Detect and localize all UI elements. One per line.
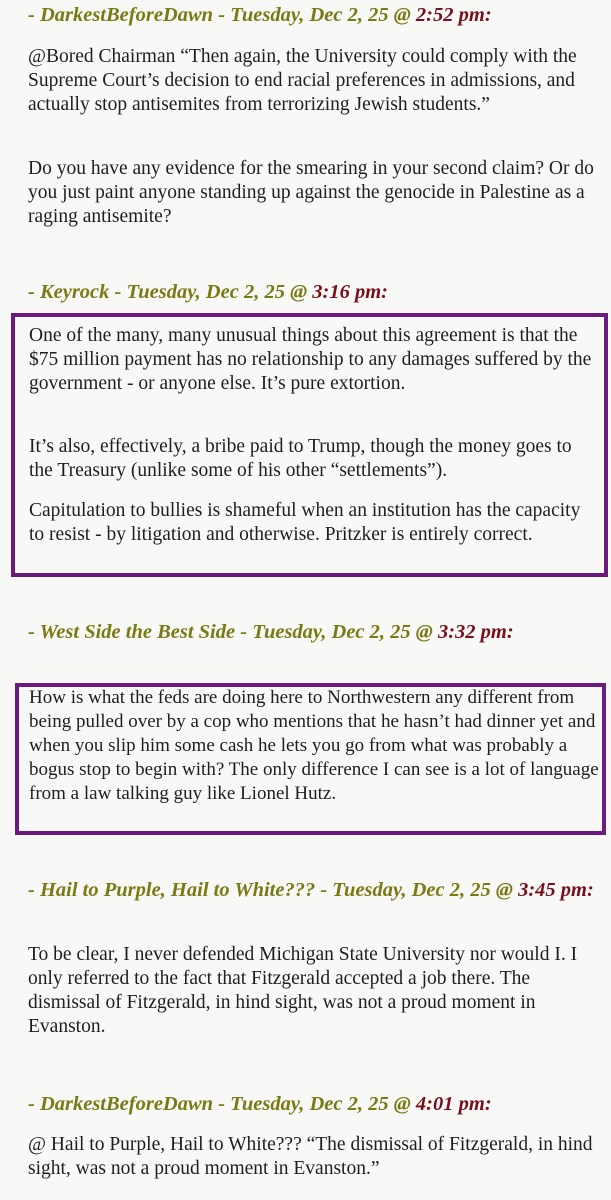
comment-date: Tuesday, Dec 2, 25 bbox=[126, 281, 285, 303]
comment-date: Tuesday, Dec 2, 25 bbox=[230, 4, 389, 26]
comment-paragraph: Do you have any evidence for the smearing in your second claim? Or do you just paint anyone standing up against the genocide in Palestine as a raging antisemite? bbox=[28, 158, 594, 227]
comment-author: Keyrock bbox=[39, 281, 110, 303]
comment-author: West Side the Best Side bbox=[39, 621, 236, 643]
comment-header: - West Side the Best Side - Tuesday, Dec 2, 25 @ 3:32 pm: bbox=[28, 621, 514, 643]
comment-date: Tuesday, Dec 2, 25 bbox=[332, 879, 491, 901]
comment-header: - Hail to Purple, Hail to White??? - Tuesday, Dec 2, 25 @ 3:45 pm: bbox=[28, 879, 594, 901]
comment-time: 3:45 pm: bbox=[518, 879, 594, 901]
highlighted-comment-box bbox=[11, 313, 608, 577]
comment-time: 3:16 pm: bbox=[312, 281, 388, 303]
comment-time: 4:01 pm: bbox=[415, 1093, 492, 1115]
comment-time: 3:32 pm: bbox=[437, 621, 514, 643]
comment-paragraph: How is what the feds are doing here to Northwestern any different from being pulled over by a cop who mentions that he hasn’t had dinner yet and when you slip him some cash he lets you go from what was probably a bogus stop to begin with? The only difference I can see is a lot of language from a law talking guy like Lionel Hutz. bbox=[29, 687, 599, 804]
comment-header: - DarkestBeforeDawn - Tuesday, Dec 2, 25 @ 4:01 pm: bbox=[28, 1093, 492, 1115]
comment-author: DarkestBeforeDawn bbox=[39, 4, 214, 26]
comment-paragraph: Capitulation to bullies is shameful when an institution has the capacity to resist - by litigation and otherwise. Pritzker is entirely correct. bbox=[29, 500, 581, 545]
comment-date: Tuesday, Dec 2, 25 bbox=[230, 1093, 389, 1115]
comment-time: 2:52 pm: bbox=[415, 4, 492, 26]
comment-paragraph: It’s also, effectively, a bribe paid to Trump, though the money goes to the Treasury (unlike some of his other “settlements”). bbox=[29, 436, 572, 481]
comment-header: - DarkestBeforeDawn - Tuesday, Dec 2, 25 @ 2:52 pm: bbox=[28, 4, 492, 26]
comment-author: Hail to Purple, Hail to White??? bbox=[39, 879, 316, 901]
comment-paragraph: @ Hail to Purple, Hail to White??? “The dismissal of Fitzgerald, in hind sight, was not a proud moment in Evanston.” bbox=[28, 1134, 593, 1179]
comment-paragraph: One of the many, many unusual things about this agreement is that the $75 million payment has no relationship to any damages suffered by the government - or anyone else. It’s pure extortion. bbox=[29, 325, 592, 394]
comment-paragraph: @Bored Chairman “Then again, the University could comply with the Supreme Court’s decision to end racial preferences in admissions, and actually stop antisemites from terrorizing Jewish students.” bbox=[28, 46, 577, 115]
comment-author: DarkestBeforeDawn bbox=[39, 1093, 214, 1115]
comment-header: - Keyrock - Tuesday, Dec 2, 25 @ 3:16 pm: bbox=[28, 281, 388, 303]
comment-paragraph: To be clear, I never defended Michigan State University nor would I. I only referred to the fact that Fitzgerald accepted a job there. The dismissal of Fitzgerald, in hind sight, was not a proud moment in Evanston. bbox=[28, 944, 578, 1037]
comment-date: Tuesday, Dec 2, 25 bbox=[252, 621, 411, 643]
highlighted-comment-box bbox=[15, 683, 606, 835]
